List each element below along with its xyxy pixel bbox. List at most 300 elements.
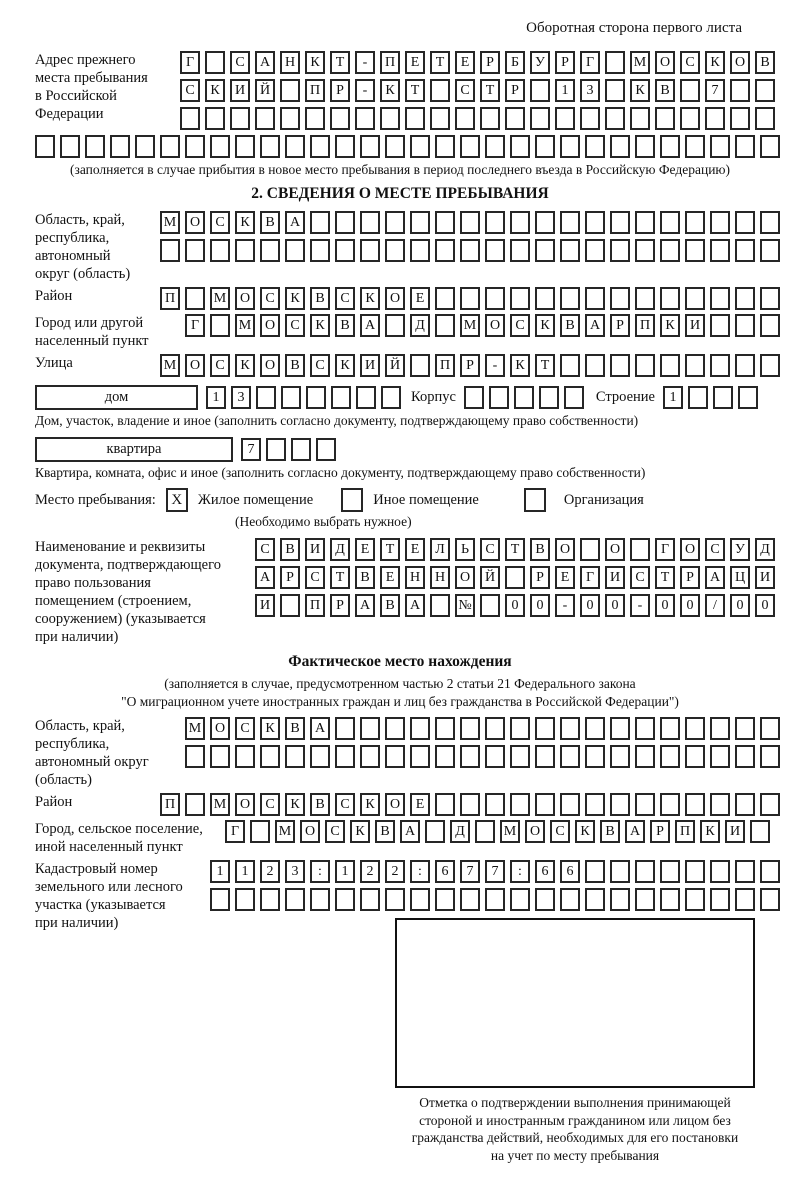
char-box: К: [285, 287, 305, 310]
label-line: Наименование и реквизиты: [35, 539, 206, 555]
char-box: [210, 239, 230, 262]
kadastr-row-1: [210, 860, 780, 883]
char-box: М: [500, 820, 520, 843]
char-box: М: [210, 793, 230, 816]
char-box: Т: [535, 354, 555, 377]
char-box: [555, 107, 575, 130]
char-box: [610, 287, 630, 310]
char-box: [185, 793, 205, 816]
char-box: С: [260, 287, 280, 310]
dom-number-cells: [206, 386, 401, 409]
char-box: [605, 107, 625, 130]
char-box: [530, 107, 550, 130]
char-box: 6: [535, 860, 555, 883]
char-box: [485, 239, 505, 262]
fact-gorod-field: [0, 820, 800, 856]
char-box: П: [305, 594, 325, 617]
char-box: М: [235, 314, 255, 337]
stamp-box: [395, 918, 755, 1088]
char-box: [635, 888, 655, 911]
char-box: [306, 386, 326, 409]
char-box: 7: [705, 79, 725, 102]
char-box: В: [755, 51, 775, 74]
char-box: [435, 314, 455, 337]
prev-address-row-1: [180, 51, 775, 74]
char-box: И: [360, 354, 380, 377]
char-box: [585, 888, 605, 911]
char-box: [281, 386, 301, 409]
label-line: при наличии): [35, 915, 119, 931]
label-line: сооружением) (указывается: [35, 611, 206, 627]
char-box: [610, 717, 630, 740]
char-box: [385, 888, 405, 911]
kadastr-label: [35, 860, 210, 932]
char-box: [205, 51, 225, 74]
char-box: К: [205, 79, 225, 102]
gorod-field: [0, 314, 800, 350]
char-box: [660, 211, 680, 234]
char-box: С: [335, 287, 355, 310]
prev-address-row-2: [180, 79, 775, 102]
label-line: стороной и иностранным гражданином или лицом без: [419, 1112, 731, 1128]
char-box: [750, 820, 770, 843]
label-line: Область, край,: [35, 718, 125, 734]
char-box: -: [555, 594, 575, 617]
char-box: [280, 79, 300, 102]
char-box: О: [605, 538, 625, 561]
char-box: [713, 386, 733, 409]
char-box: К: [660, 314, 680, 337]
char-box: [660, 888, 680, 911]
stamp-caption: [378, 1094, 772, 1164]
char-box: Н: [405, 566, 425, 589]
char-box: В: [285, 717, 305, 740]
char-box: [266, 438, 286, 461]
label-line: при наличии): [35, 629, 119, 645]
char-box: 1: [210, 860, 230, 883]
doc-label: [35, 538, 255, 646]
char-box: А: [355, 594, 375, 617]
zhiloe-checkbox: X: [166, 488, 188, 512]
char-box: [335, 745, 355, 768]
char-box: [485, 717, 505, 740]
char-box: 7: [241, 438, 261, 461]
factual-title: Фактическое место нахождения: [288, 653, 512, 670]
zhiloe-label: Жилое помещение: [197, 491, 314, 508]
char-box: [489, 386, 509, 409]
char-box: А: [310, 717, 330, 740]
char-box: [335, 211, 355, 234]
char-box: В: [655, 79, 675, 102]
char-box: [460, 239, 480, 262]
char-box: П: [305, 79, 325, 102]
char-box: [310, 745, 330, 768]
char-box: О: [185, 211, 205, 234]
char-box: [430, 79, 450, 102]
char-box: [585, 135, 605, 158]
char-box: [355, 107, 375, 130]
char-box: [660, 354, 680, 377]
char-box: В: [380, 594, 400, 617]
char-box: [285, 745, 305, 768]
label-line: иной населенный пункт: [35, 839, 183, 855]
char-box: №: [455, 594, 475, 617]
char-box: С: [255, 538, 275, 561]
char-box: [560, 287, 580, 310]
char-box: [660, 793, 680, 816]
char-box: [760, 717, 780, 740]
char-box: [255, 107, 275, 130]
char-box: Е: [555, 566, 575, 589]
char-box: 3: [285, 860, 305, 883]
char-box: [360, 211, 380, 234]
fact-oblast-row-2: [185, 745, 780, 768]
char-box: 2: [385, 860, 405, 883]
char-box: [760, 354, 780, 377]
ulitsa-label: Улица: [35, 355, 73, 371]
char-box: Г: [185, 314, 205, 337]
mesto-field: [0, 488, 800, 512]
label-line: места пребывания: [35, 70, 148, 86]
char-box: А: [705, 566, 725, 589]
char-box: К: [535, 314, 555, 337]
label-line: Адрес прежнего: [35, 52, 136, 68]
char-box: В: [285, 354, 305, 377]
label-line: республика,: [35, 736, 110, 752]
char-box: [356, 386, 376, 409]
char-box: [185, 745, 205, 768]
char-box: [331, 386, 351, 409]
char-box: С: [325, 820, 345, 843]
char-box: [760, 287, 780, 310]
char-box: К: [350, 820, 370, 843]
char-box: [464, 386, 484, 409]
char-box: Д: [330, 538, 350, 561]
char-box: [510, 717, 530, 740]
char-box: [635, 717, 655, 740]
char-box: [580, 538, 600, 561]
char-box: В: [560, 314, 580, 337]
char-box: В: [260, 211, 280, 234]
char-box: [435, 793, 455, 816]
char-box: С: [705, 538, 725, 561]
char-box: [385, 135, 405, 158]
char-box: [510, 211, 530, 234]
char-box: П: [380, 51, 400, 74]
char-box: 3: [580, 79, 600, 102]
char-box: [310, 239, 330, 262]
char-box: [735, 314, 755, 337]
char-box: Т: [330, 51, 350, 74]
char-box: Й: [385, 354, 405, 377]
char-box: А: [360, 314, 380, 337]
char-box: К: [260, 717, 280, 740]
char-box: М: [275, 820, 295, 843]
char-box: Д: [755, 538, 775, 561]
char-box: Ц: [730, 566, 750, 589]
char-box: Г: [225, 820, 245, 843]
char-box: 0: [655, 594, 675, 617]
char-box: [435, 135, 455, 158]
char-box: [585, 211, 605, 234]
char-box: [460, 745, 480, 768]
char-box: [635, 135, 655, 158]
char-box: [585, 793, 605, 816]
oblast-row-2: [160, 239, 780, 262]
char-box: К: [700, 820, 720, 843]
char-box: [605, 51, 625, 74]
char-box: [335, 135, 355, 158]
char-box: [410, 717, 430, 740]
char-box: 0: [530, 594, 550, 617]
char-box: 0: [680, 594, 700, 617]
char-box: [385, 745, 405, 768]
char-box: [535, 745, 555, 768]
char-box: [330, 107, 350, 130]
char-box: С: [455, 79, 475, 102]
char-box: [610, 354, 630, 377]
char-box: [410, 239, 430, 262]
char-box: О: [235, 793, 255, 816]
char-box: К: [630, 79, 650, 102]
char-box: Р: [530, 566, 550, 589]
char-box: С: [180, 79, 200, 102]
char-box: [560, 239, 580, 262]
char-box: [535, 287, 555, 310]
char-box: [610, 860, 630, 883]
char-box: К: [310, 314, 330, 337]
char-box: С: [210, 354, 230, 377]
char-box: 2: [260, 860, 280, 883]
doc-row-3: [255, 594, 775, 617]
char-box: [60, 135, 80, 158]
char-box: -: [485, 354, 505, 377]
char-box: С: [550, 820, 570, 843]
char-box: Т: [380, 538, 400, 561]
char-box: [385, 717, 405, 740]
prev-address-note: (заполняется в случае прибытия в новое место пребывания в период последнего въезда в Российскую Федерацию): [69, 162, 731, 177]
char-box: [310, 211, 330, 234]
char-box: О: [485, 314, 505, 337]
char-box: [385, 211, 405, 234]
char-box: [235, 745, 255, 768]
char-box: К: [285, 793, 305, 816]
char-box: [260, 745, 280, 768]
char-box: [35, 135, 55, 158]
char-box: О: [260, 314, 280, 337]
char-box: В: [280, 538, 300, 561]
char-box: [305, 107, 325, 130]
kvartira-number-cells: [241, 438, 336, 461]
char-box: О: [300, 820, 320, 843]
char-box: М: [210, 287, 230, 310]
char-box: [510, 239, 530, 262]
char-box: [635, 793, 655, 816]
char-box: 3: [231, 386, 251, 409]
fact-raion-field: [0, 793, 800, 816]
char-box: [685, 211, 705, 234]
char-box: Р: [555, 51, 575, 74]
char-box: [135, 135, 155, 158]
char-box: [635, 354, 655, 377]
char-box: С: [260, 793, 280, 816]
char-box: [505, 107, 525, 130]
char-box: -: [355, 51, 375, 74]
char-box: О: [235, 287, 255, 310]
char-box: С: [235, 717, 255, 740]
char-box: В: [335, 314, 355, 337]
char-box: [685, 354, 705, 377]
char-box: К: [235, 211, 255, 234]
char-box: [180, 107, 200, 130]
char-box: [425, 820, 445, 843]
char-box: [110, 135, 130, 158]
char-box: -: [355, 79, 375, 102]
char-box: :: [310, 860, 330, 883]
char-box: В: [600, 820, 620, 843]
char-box: 1: [235, 860, 255, 883]
char-box: [435, 211, 455, 234]
char-box: [660, 287, 680, 310]
char-box: [755, 107, 775, 130]
char-box: [610, 211, 630, 234]
char-box: [510, 287, 530, 310]
char-box: [285, 239, 305, 262]
char-box: О: [680, 538, 700, 561]
raion-row: [160, 287, 780, 310]
char-box: [660, 717, 680, 740]
char-box: [610, 745, 630, 768]
char-box: Г: [180, 51, 200, 74]
char-box: К: [235, 354, 255, 377]
char-box: [256, 386, 276, 409]
char-box: В: [310, 793, 330, 816]
char-box: К: [360, 793, 380, 816]
char-box: [385, 314, 405, 337]
char-box: [280, 594, 300, 617]
char-box: Е: [455, 51, 475, 74]
char-box: [485, 135, 505, 158]
char-box: [735, 860, 755, 883]
char-box: [510, 135, 530, 158]
label-line: автономный: [35, 248, 111, 264]
char-box: [635, 745, 655, 768]
char-box: [185, 239, 205, 262]
char-box: [735, 888, 755, 911]
char-box: Р: [650, 820, 670, 843]
char-box: Д: [410, 314, 430, 337]
char-box: [210, 135, 230, 158]
char-box: [360, 745, 380, 768]
prev-address-field: [0, 51, 800, 130]
char-box: [735, 745, 755, 768]
label-line: населенный пункт: [35, 333, 149, 349]
char-box: [760, 211, 780, 234]
gorod-label: [35, 314, 160, 350]
char-box: [310, 888, 330, 911]
oblast-label: [35, 211, 160, 283]
char-box: /: [705, 594, 725, 617]
char-box: [435, 888, 455, 911]
mesto-note: (Необходимо выбрать нужное): [235, 514, 412, 529]
char-box: [535, 793, 555, 816]
char-box: Е: [380, 566, 400, 589]
char-box: [710, 888, 730, 911]
fact-gorod-row: [225, 820, 770, 843]
char-box: Р: [610, 314, 630, 337]
label-line: гражданства действий, необходимых для его постановки: [411, 1130, 739, 1145]
korpus-cells: [464, 386, 584, 409]
char-box: [185, 287, 205, 310]
char-box: [735, 135, 755, 158]
char-box: С: [510, 314, 530, 337]
char-box: [485, 211, 505, 234]
char-box: [738, 386, 758, 409]
char-box: В: [355, 566, 375, 589]
label-line: округ (область): [35, 266, 131, 282]
char-box: С: [305, 566, 325, 589]
char-box: А: [625, 820, 645, 843]
char-box: [660, 135, 680, 158]
char-box: П: [675, 820, 695, 843]
char-box: [635, 239, 655, 262]
char-box: [360, 888, 380, 911]
char-box: Р: [680, 566, 700, 589]
char-box: 1: [335, 860, 355, 883]
label-line: Город или другой: [35, 315, 144, 331]
char-box: [560, 793, 580, 816]
char-box: К: [380, 79, 400, 102]
char-box: [610, 793, 630, 816]
char-box: [480, 107, 500, 130]
char-box: [480, 594, 500, 617]
ulitsa-field: [0, 354, 800, 377]
char-box: [760, 745, 780, 768]
char-box: С: [285, 314, 305, 337]
char-box: [560, 354, 580, 377]
char-box: [685, 860, 705, 883]
char-box: [160, 239, 180, 262]
char-box: Р: [330, 594, 350, 617]
char-box: А: [255, 51, 275, 74]
char-box: П: [160, 793, 180, 816]
char-box: [410, 745, 430, 768]
inoe-checkbox: [341, 488, 363, 512]
char-box: [485, 287, 505, 310]
fact-raion-row: [160, 793, 780, 816]
char-box: [730, 107, 750, 130]
char-box: [735, 717, 755, 740]
char-box: 7: [485, 860, 505, 883]
char-box: [310, 135, 330, 158]
char-box: А: [585, 314, 605, 337]
char-box: [635, 860, 655, 883]
label-line: земельного или лесного: [35, 879, 183, 895]
org-label: Организация: [563, 491, 644, 508]
char-box: [635, 287, 655, 310]
char-box: [235, 888, 255, 911]
char-box: К: [575, 820, 595, 843]
char-box: [735, 793, 755, 816]
char-box: [460, 287, 480, 310]
prev-address-row-4: [35, 135, 800, 158]
char-box: У: [730, 538, 750, 561]
char-box: [235, 135, 255, 158]
char-box: [655, 107, 675, 130]
char-box: [360, 135, 380, 158]
section2-title: 2. СВЕДЕНИЯ О МЕСТЕ ПРЕБЫВАНИЯ: [251, 185, 549, 202]
char-box: 0: [605, 594, 625, 617]
